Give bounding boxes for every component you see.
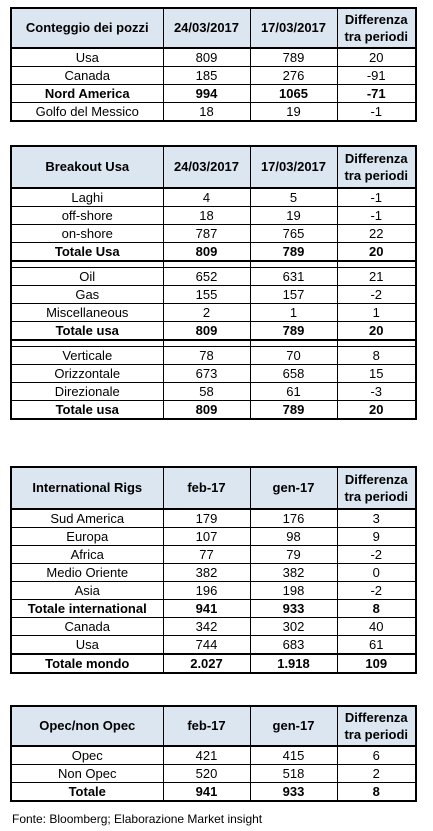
table-header-row xyxy=(11,706,416,746)
table-row xyxy=(11,564,416,582)
cell-value: 658 xyxy=(250,365,337,383)
table-header-row xyxy=(11,146,416,188)
header-cell: feb-17 xyxy=(163,467,250,509)
cell-value: 4 xyxy=(163,188,250,207)
table-row xyxy=(11,304,416,322)
header-cell: Differenza tra periodi xyxy=(337,8,416,48)
cell-value: 2 xyxy=(337,765,416,783)
cell-value: 789 xyxy=(250,401,337,420)
cell-value: 789 xyxy=(250,48,337,67)
cell-value: -1 xyxy=(337,207,416,225)
table-row xyxy=(11,225,416,243)
table-row xyxy=(11,48,416,67)
header-cell: Breakout Usa xyxy=(11,146,163,188)
header-cell: gen-17 xyxy=(250,706,337,746)
cell-value: 789 xyxy=(250,322,337,341)
cell-value: 809 xyxy=(163,401,250,420)
cell-value: 520 xyxy=(163,765,250,783)
cell-value: 20 xyxy=(337,48,416,67)
row-label: Gas xyxy=(11,286,163,304)
header-cell: 17/03/2017 xyxy=(250,8,337,48)
header-cell: 24/03/2017 xyxy=(163,8,250,48)
cell-value: 19 xyxy=(250,207,337,225)
cell-value: 809 xyxy=(163,322,250,341)
table-row xyxy=(11,765,416,783)
cell-value: 809 xyxy=(163,243,250,262)
cell-value: 196 xyxy=(163,582,250,600)
table-row xyxy=(11,347,416,365)
row-label: Opec xyxy=(11,746,163,765)
cell-value: -91 xyxy=(337,67,416,85)
cell-value: 8 xyxy=(337,600,416,618)
cell-value: 18 xyxy=(163,207,250,225)
table-row xyxy=(11,618,416,636)
table-row xyxy=(11,383,416,401)
cell-value: 1 xyxy=(250,304,337,322)
table-row xyxy=(11,67,416,85)
table-row xyxy=(11,207,416,225)
row-label: Miscellaneous xyxy=(11,304,163,322)
cell-value: -3 xyxy=(337,383,416,401)
table-row xyxy=(11,546,416,564)
row-label: Verticale xyxy=(11,347,163,365)
cell-value: 20 xyxy=(337,322,416,341)
table-international-rigs xyxy=(10,466,417,674)
cell-value: 58 xyxy=(163,383,250,401)
table-header-row xyxy=(11,8,416,48)
cell-value: 179 xyxy=(163,509,250,528)
row-label: Oil xyxy=(11,268,163,286)
cell-value: 421 xyxy=(163,746,250,765)
cell-value: 1065 xyxy=(250,85,337,103)
cell-value: 276 xyxy=(250,67,337,85)
cell-value: 8 xyxy=(337,347,416,365)
row-label: Totale usa xyxy=(11,401,163,420)
row-label: Usa xyxy=(11,48,163,67)
row-label: Orizzontale xyxy=(11,365,163,383)
cell-value: 765 xyxy=(250,225,337,243)
cell-value: -1 xyxy=(337,103,416,122)
cell-value: 8 xyxy=(337,783,416,802)
cell-value: 2.027 xyxy=(163,654,250,673)
cell-value: 3 xyxy=(337,509,416,528)
table-row xyxy=(11,746,416,765)
cell-value: -1 xyxy=(337,188,416,207)
row-label: Golfo del Messico xyxy=(11,103,163,122)
table-row xyxy=(11,509,416,528)
cell-value: 2 xyxy=(163,304,250,322)
cell-value: 20 xyxy=(337,243,416,262)
row-label: Nord America xyxy=(11,85,163,103)
cell-value: 22 xyxy=(337,225,416,243)
cell-value: 6 xyxy=(337,746,416,765)
total-row xyxy=(11,783,416,802)
row-label: off-shore xyxy=(11,207,163,225)
total-row xyxy=(11,401,416,420)
total-row xyxy=(11,322,416,341)
cell-value: 941 xyxy=(163,600,250,618)
row-label: Totale Usa xyxy=(11,243,163,262)
cell-value: 9 xyxy=(337,528,416,546)
header-cell: Differenza tra periodi xyxy=(337,146,416,188)
row-label: Usa xyxy=(11,636,163,655)
table-row xyxy=(11,528,416,546)
header-cell: feb-17 xyxy=(163,706,250,746)
row-label: Medio Oriente xyxy=(11,564,163,582)
cell-value: 19 xyxy=(250,103,337,122)
cell-value: 789 xyxy=(250,243,337,262)
row-label: Canada xyxy=(11,618,163,636)
cell-value: 415 xyxy=(250,746,337,765)
cell-value: 302 xyxy=(250,618,337,636)
header-cell: Differenza tra periodi xyxy=(337,467,416,509)
cell-value: 20 xyxy=(337,401,416,420)
total-row xyxy=(11,654,416,673)
cell-value: 18 xyxy=(163,103,250,122)
row-label: Laghi xyxy=(11,188,163,207)
table-breakout-usa xyxy=(10,145,417,420)
row-label: Europa xyxy=(11,528,163,546)
table-row xyxy=(11,188,416,207)
cell-value: 157 xyxy=(250,286,337,304)
table-row xyxy=(11,268,416,286)
header-cell: Differenza tra periodi xyxy=(337,706,416,746)
cell-value: 107 xyxy=(163,528,250,546)
cell-value: 382 xyxy=(163,564,250,582)
cell-value: 941 xyxy=(163,783,250,802)
table-header-row xyxy=(11,467,416,509)
cell-value: 61 xyxy=(337,636,416,655)
cell-value: 0 xyxy=(337,564,416,582)
row-label: Totale usa xyxy=(11,322,163,341)
row-label: Canada xyxy=(11,67,163,85)
cell-value: 109 xyxy=(337,654,416,673)
table-well-count xyxy=(10,7,417,122)
cell-value: 185 xyxy=(163,67,250,85)
cell-value: 787 xyxy=(163,225,250,243)
header-cell: gen-17 xyxy=(250,467,337,509)
cell-value: 994 xyxy=(163,85,250,103)
cell-value: 1.918 xyxy=(250,654,337,673)
total-row xyxy=(11,243,416,262)
cell-value: 21 xyxy=(337,268,416,286)
table-row xyxy=(11,286,416,304)
cell-value: 78 xyxy=(163,347,250,365)
total-row xyxy=(11,600,416,618)
cell-value: 77 xyxy=(163,546,250,564)
table-row xyxy=(11,636,416,655)
cell-value: 683 xyxy=(250,636,337,655)
cell-value: -71 xyxy=(337,85,416,103)
row-label: Totale international xyxy=(11,600,163,618)
row-label: Totale mondo xyxy=(11,654,163,673)
cell-value: 79 xyxy=(250,546,337,564)
table-opec xyxy=(10,705,417,802)
cell-value: -2 xyxy=(337,286,416,304)
cell-value: -2 xyxy=(337,546,416,564)
cell-value: 933 xyxy=(250,783,337,802)
cell-value: 61 xyxy=(250,383,337,401)
row-label: Totale xyxy=(11,783,163,802)
cell-value: 744 xyxy=(163,636,250,655)
source-note: Fonte: Bloomberg; Elaborazione Market insight xyxy=(12,812,263,826)
row-label: Sud America xyxy=(11,509,163,528)
cell-value: 809 xyxy=(163,48,250,67)
cell-value: 652 xyxy=(163,268,250,286)
cell-value: 40 xyxy=(337,618,416,636)
cell-value: 15 xyxy=(337,365,416,383)
table-row xyxy=(11,103,416,122)
table-row xyxy=(11,365,416,383)
cell-value: 176 xyxy=(250,509,337,528)
total-row xyxy=(11,85,416,103)
cell-value: 5 xyxy=(250,188,337,207)
cell-value: 155 xyxy=(163,286,250,304)
cell-value: 198 xyxy=(250,582,337,600)
cell-value: 98 xyxy=(250,528,337,546)
header-cell: International Rigs xyxy=(11,467,163,509)
cell-value: 933 xyxy=(250,600,337,618)
cell-value: 1 xyxy=(337,304,416,322)
cell-value: 70 xyxy=(250,347,337,365)
row-label: on-shore xyxy=(11,225,163,243)
row-label: Non Opec xyxy=(11,765,163,783)
header-cell: Conteggio dei pozzi xyxy=(11,8,163,48)
row-label: Direzionale xyxy=(11,383,163,401)
cell-value: -2 xyxy=(337,582,416,600)
cell-value: 342 xyxy=(163,618,250,636)
cell-value: 518 xyxy=(250,765,337,783)
cell-value: 631 xyxy=(250,268,337,286)
cell-value: 673 xyxy=(163,365,250,383)
header-cell: 17/03/2017 xyxy=(250,146,337,188)
row-label: Africa xyxy=(11,546,163,564)
table-row xyxy=(11,582,416,600)
cell-value: 382 xyxy=(250,564,337,582)
header-cell: Opec/non Opec xyxy=(11,706,163,746)
header-cell: 24/03/2017 xyxy=(163,146,250,188)
row-label: Asia xyxy=(11,582,163,600)
